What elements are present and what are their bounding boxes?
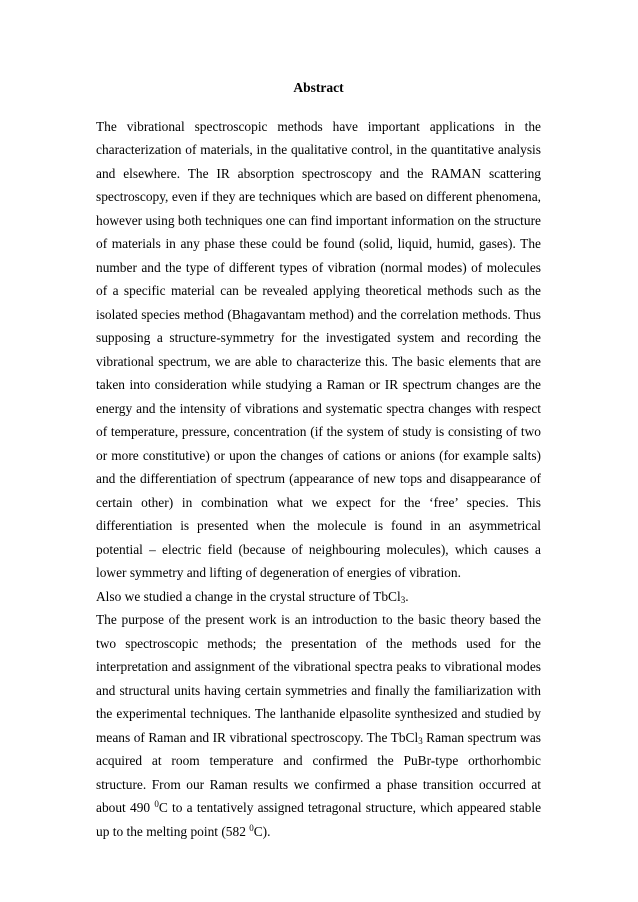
subscript-3: 3 bbox=[400, 594, 406, 605]
abstract-title: Abstract bbox=[293, 80, 344, 95]
paragraph-intro: The vibrational spectroscopic methods have important applications in the characterization of materials, in the qualitative control, in the quantitative analysis and elsewhere. The IR absorption spectroscopy and the RAMAN scattering spectroscopy, even if they are techniques which are based on different phenomena, however using both techniques one can find important information on the structure of materials in any phase these could be found (solid, liquid, humid, gases). The number and the type of different types of vibration (normal modes) of molecules of a specific material can be revealed applying theoretical methods such as the isolated species method (Bhagavantam method) and the correlation methods. Thus supposing a structure-symmetry for the investigated system and recording the vibrational spectrum, we are able to characterize this. The basic elements that are taken into consideration while studying a Raman or IR spectrum changes are the energy and the intensity of vibrations and systematic spectra changes with respect of temperature, pressure, concentration (if the system of study is consisting of two or more constitutive) or upon the changes of cations or anions (for example salts) and the differentiation of spectrum (appearance of new tops and disappearance of certain other) in combination what we expect for the ‘free’ species. This differentiation is presented when the molecule is found in an asymmetrical potential – electric field (because of neighbouring molecules), which causes a lower symmetry and lifting of degeneration of energies of vibration. bbox=[96, 118, 541, 580]
paragraph-crystal-change-text: Also we studied a change in the crystal structure of TbCl bbox=[96, 588, 401, 604]
paragraph-purpose-part-c: C to a tentatively assigned tetragonal structure, which appeared stable up to the melting point (582 bbox=[96, 800, 542, 839]
paragraph-crystal-change bbox=[96, 585, 541, 609]
paragraph-purpose-part-d: C). bbox=[253, 823, 271, 839]
superscript-degree: 0 bbox=[249, 822, 254, 833]
paragraph-purpose-part-b: Raman spectrum was acquired at room temperature and confirmed the PuBr-type orthorhombic structure. From our Raman results we confirmed a phase transition occurred at about 490 bbox=[96, 729, 541, 815]
superscript-degree: 0 bbox=[154, 799, 159, 809]
subscript-3: 3 bbox=[418, 735, 423, 746]
paragraph-crystal-change-end: . bbox=[405, 588, 409, 604]
paragraph-purpose-part-a: The purpose of the present work is an introduction to the basic theory based the two spectroscopic methods; the presentation of the methods used for the interpretation and assignment of the vibrational spectra peaks to vibrational modes and structural units having certain symmetries and finally the familiarization with the experimental techniques. The lanthanide elpasolite synthesized and studied by means of Raman and IR vibrational spectroscopy. The TbCl bbox=[96, 612, 541, 745]
abstract-body bbox=[96, 115, 541, 844]
paragraph-purpose bbox=[96, 608, 541, 843]
